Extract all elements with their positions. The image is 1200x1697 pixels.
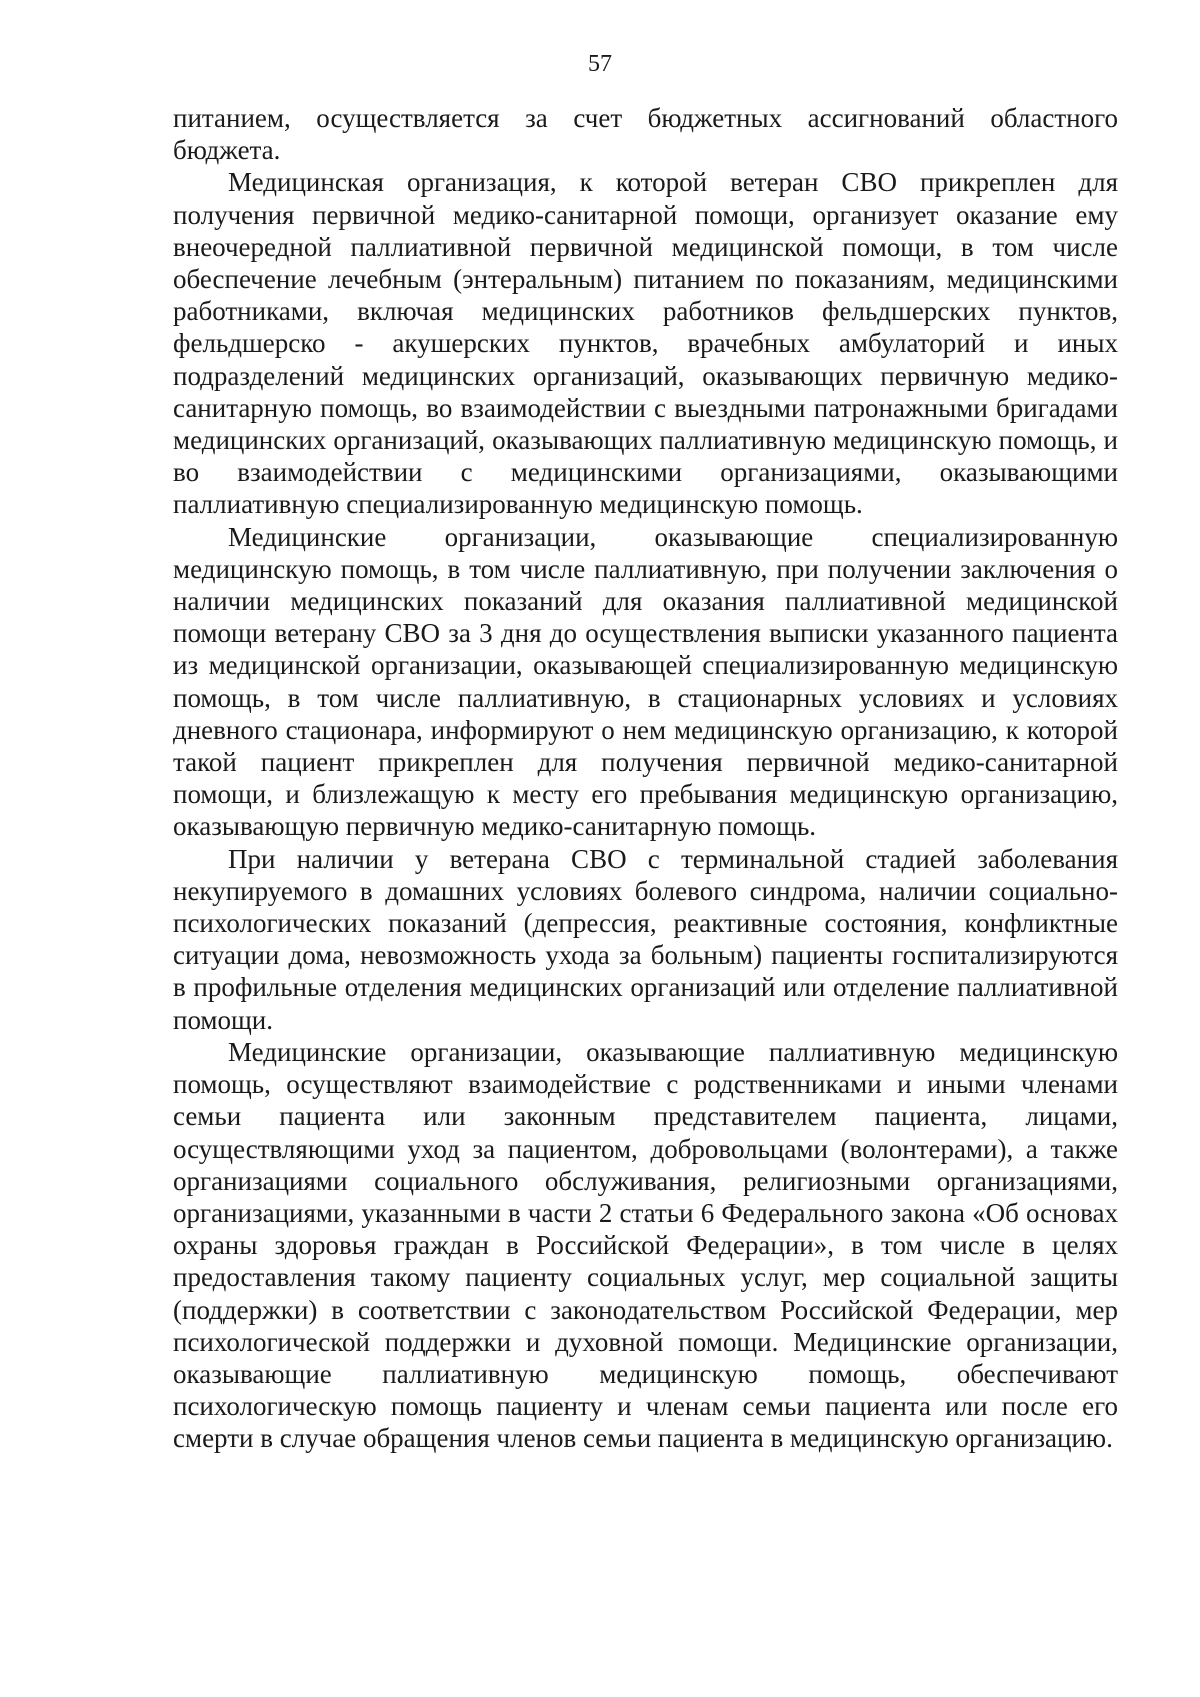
paragraph-4: При наличии у ветерана СВО с терминальной стадией заболевания некупируемого в домашних условиях болевого синдрома, наличии социально-психологических показаний (депрессия, реактивные состояния, конфликтные ситуации дома, невозможность ухода за больным) пациенты госпитализируются в профильные отделения медицинских организаций или отделение паллиативной помощи. (173, 843, 1118, 1035)
paragraph-3: Медицинские организации, оказывающие специализированную медицинскую помощь, в том числе паллиативную, при получении заключения о наличии медицинских показаний для оказания паллиативной медицинской помощи ветерану СВО за 3 дня до осуществления выписки указанного пациента из медицинской организации, оказывающей специализированную медицинскую помощь, в том числе паллиативную, в стационарных условиях и условиях дневного стационара, информируют о нем медицинскую организацию, к которой такой пациент прикреплен для получения первичной медико-санитарной помощи, и близлежащую к месту его пребывания медицинскую организацию, оказывающую первичную медико-санитарную помощь. (173, 521, 1118, 842)
paragraph-2: Медицинская организация, к которой ветеран СВО прикреплен для получения первичной медико-санитарной помощи, организует оказание ему внеочередной паллиативной первичной медицинской помощи, в том числе обеспечение лечебным (энтеральным) питанием по показаниям, медицинскими работниками, включая медицинских работников фельдшерских пунктов, фельдшерско - акушерских пунктов, врачебных амбулаторий и иных подразделений медицинских организаций, оказывающих первичную медико-санитарную помощь, во взаимодействии с выездными патронажными бригадами медицинских организаций, оказывающих паллиативную медицинскую помощь, и во взаимодействии с медицинскими организациями, оказывающими паллиативную специализированную медицинскую помощь. (173, 167, 1118, 520)
paragraph-5: Медицинские организации, оказывающие паллиативную медицинскую помощь, осуществляют взаимодействие с родственниками и иными членами семьи пациента или законным представителем пациента, лицами, осуществляющими уход за пациентом, добровольцами (волонтерами), а также организациями социального обслуживания, религиозными организациями, организациями, указанными в части 2 статьи 6 Федерального закона «Об основах охраны здоровья граждан в Российской Федерации», в том числе в целях предоставления такому пациенту социальных услуг, мер социальной защиты (поддержки) в соответствии с законодательством Российской Федерации, мер психологической поддержки и духовной помощи. Медицинские организации, оказывающие паллиативную медицинскую помощь, обеспечивают психологическую помощь пациенту и членам семьи пациента или после его смерти в случае обращения членов семьи пациента в медицинскую организацию. (173, 1036, 1118, 1454)
paragraph-1: питанием, осуществляется за счет бюджетных ассигнований областного бюджета. (173, 103, 1118, 166)
page-number: 57 (588, 51, 612, 77)
document-body (173, 102, 1118, 1455)
